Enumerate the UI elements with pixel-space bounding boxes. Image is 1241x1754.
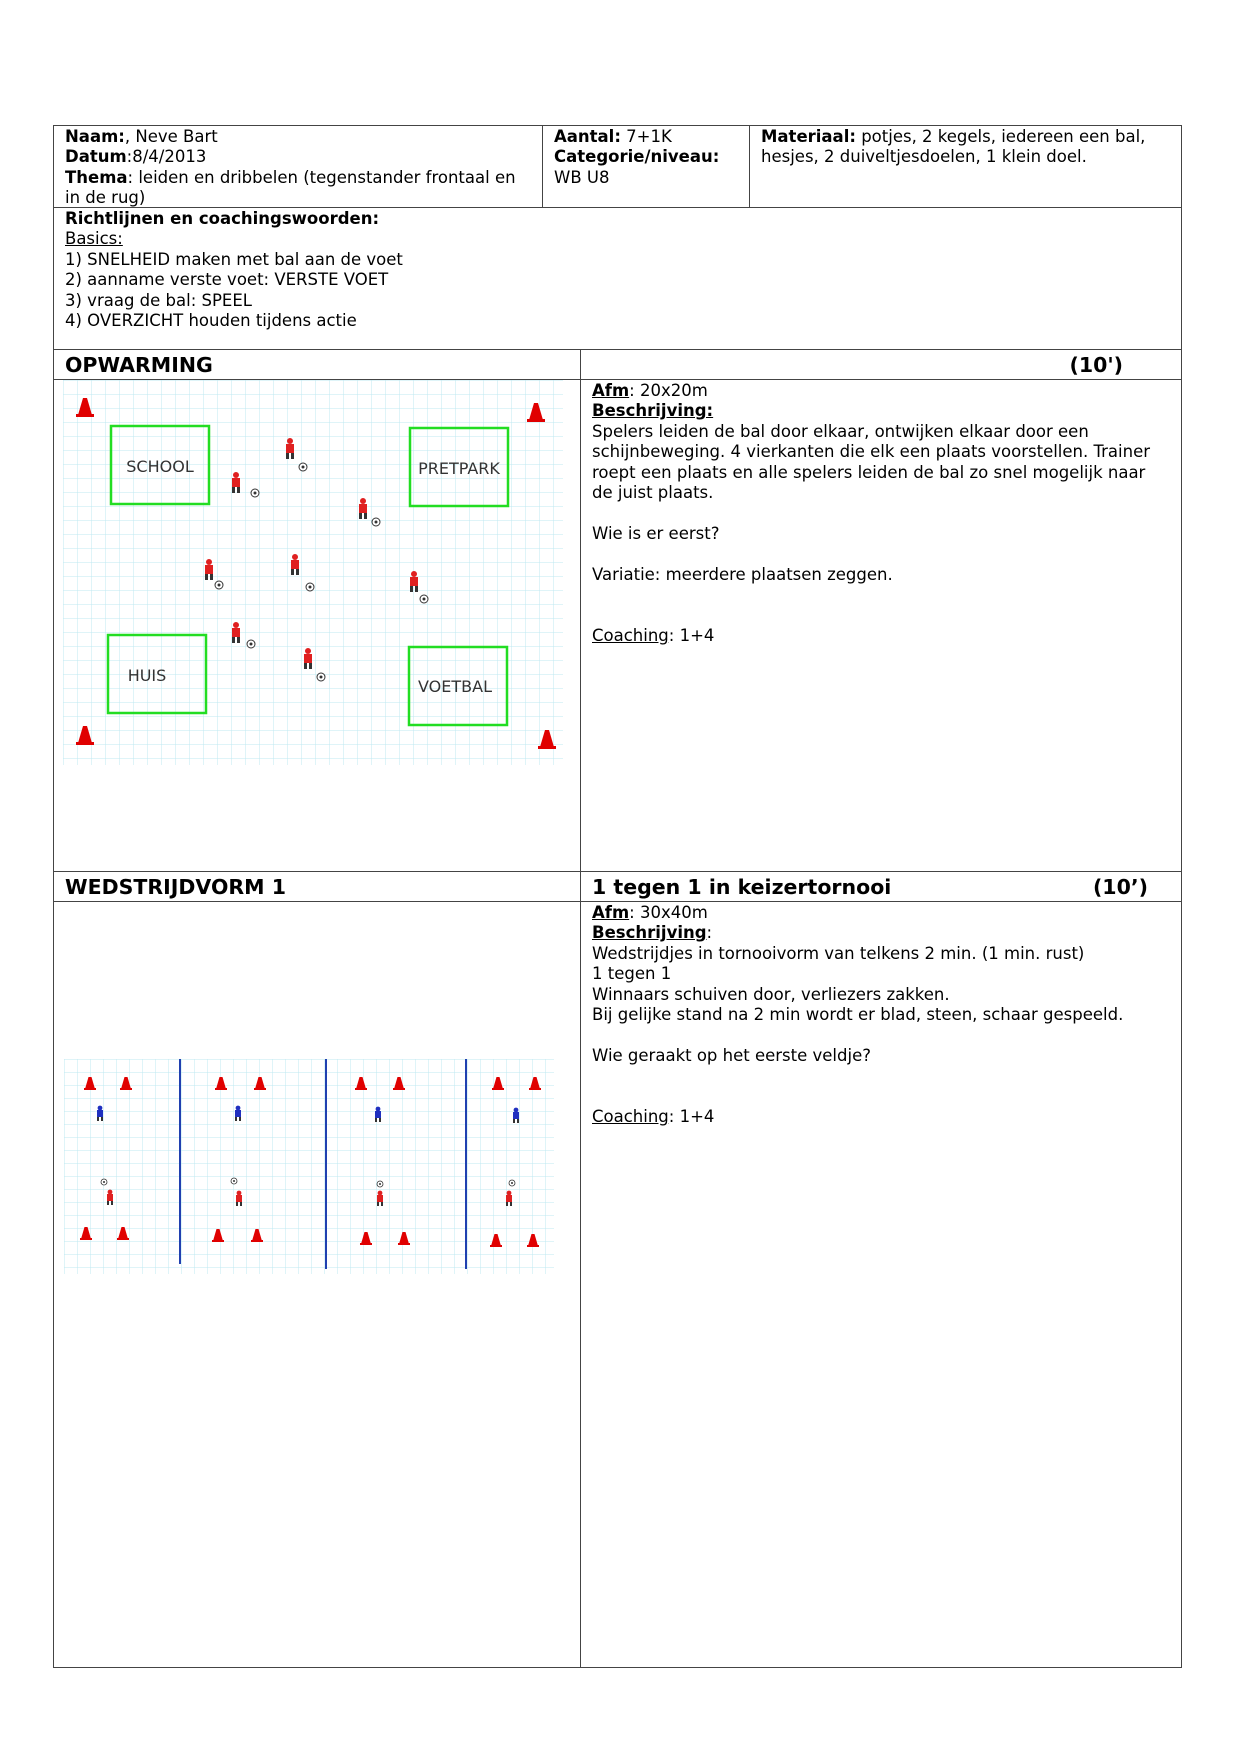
beschrijving-label: Beschrijving: — [592, 401, 714, 421]
guidelines-row — [53, 207, 1182, 350]
guideline-item: 1) SNELHEID maken met bal aan de voet — [65, 249, 403, 269]
warmup-question: Wie is er eerst? — [592, 523, 720, 543]
materiaal-value: potjes, 2 kegels, iedereen een bal, — [855, 127, 1146, 146]
match-title-row — [53, 871, 1182, 902]
thema-value: : leiden en dribbelen (tegenstander frontaal en — [127, 167, 516, 187]
thema-label: Thema — [65, 167, 128, 187]
afm-label: Afm — [592, 903, 630, 922]
basics-label: Basics: — [65, 229, 123, 249]
categorie-label: Categorie/niveau: — [554, 147, 720, 167]
description-line: Wedstrijdjes in tornooivorm van telkens 2 min. (1 min. rust) — [592, 943, 1085, 963]
zone-huis-label: HUIS — [127, 666, 167, 685]
header-aantal-cell — [543, 126, 750, 207]
ball-icon — [377, 1181, 383, 1187]
ball-icon — [231, 1178, 237, 1184]
ball-icon — [317, 673, 325, 681]
description-line: roept een plaats en alle spelers leiden de bal zo snel mogelijk naar — [592, 462, 1146, 482]
thema-value-continued: in de rug) — [65, 188, 146, 208]
ball-icon — [509, 1180, 515, 1186]
beschrijving-colon: : — [706, 923, 713, 943]
description-line: 1 tegen 1 — [592, 964, 672, 984]
coaching-label: Coaching — [592, 625, 669, 645]
warmup-diagram-cell — [54, 380, 581, 901]
warmup-variation: Variatie: meerdere plaatsen zeggen. — [592, 564, 893, 584]
warmup-text-cell — [581, 380, 1181, 901]
warmup-content-row — [53, 379, 1182, 902]
match-duration: (10’) — [1092, 875, 1148, 899]
coaching-value: : 1+4 — [668, 1107, 715, 1127]
naam-label: Naam: — [65, 127, 125, 146]
zone-pretpark-label: PRETPARK — [418, 459, 500, 478]
warmup-title-row — [53, 349, 1182, 380]
naam-value: , Neve Bart — [124, 127, 218, 146]
aantal-label: Aantal: — [554, 127, 621, 146]
afm-label: Afm — [592, 381, 630, 400]
match-diagram-cell — [54, 902, 581, 1667]
ball-icon — [247, 640, 255, 648]
guidelines-title: Richtlijnen en coachingswoorden: — [65, 209, 380, 228]
datum-value: :8/4/2013 — [126, 147, 207, 167]
afm-value: : 30x40m — [629, 903, 708, 922]
guideline-item: 3) vraag de bal: SPEEL — [65, 290, 252, 310]
warmup-title: OPWARMING — [65, 353, 213, 377]
column-divider — [580, 350, 581, 379]
aantal-value: 7+1K — [620, 127, 672, 146]
description-line: Spelers leiden de bal door elkaar, ontwijken elkaar door een — [592, 421, 1089, 441]
match-question: Wie geraakt op het eerste veldje? — [592, 1045, 871, 1065]
ball-icon — [306, 583, 314, 591]
match-field-diagram — [64, 1059, 554, 1274]
ball-icon — [215, 581, 223, 589]
header-materiaal-cell — [750, 126, 1181, 207]
match-title: WEDSTRIJDVORM 1 — [65, 875, 286, 899]
warmup-field-diagram — [63, 380, 563, 765]
guideline-item: 2) aanname verste voet: VERSTE VOET — [65, 270, 389, 290]
column-divider — [580, 872, 581, 901]
description-line: de juist plaats. — [592, 483, 714, 503]
beschrijving-label: Beschrijving — [592, 923, 707, 943]
match-content-row — [53, 901, 1182, 1668]
ball-icon — [251, 489, 259, 497]
description-line: schijnbeweging. 4 vierkanten die elk een plaats voorstellen. Trainer — [592, 442, 1151, 462]
zone-school-label: SCHOOL — [126, 457, 194, 476]
description-line: Winnaars schuiven door, verliezers zakken. — [592, 984, 950, 1004]
datum-label: Datum — [65, 147, 127, 167]
coaching-label: Coaching — [592, 1107, 669, 1127]
header-info-cell — [54, 126, 543, 207]
ball-icon — [420, 595, 428, 603]
ball-icon — [372, 518, 380, 526]
match-subtitle: 1 tegen 1 in keizertornooi — [592, 875, 892, 899]
guideline-item: 4) OVERZICHT houden tijdens actie — [65, 311, 357, 331]
categorie-value: WB U8 — [554, 167, 610, 187]
warmup-duration: (10') — [1069, 353, 1123, 377]
description-line: Bij gelijke stand na 2 min wordt er blad, steen, schaar gespeeld. — [592, 1005, 1124, 1025]
materiaal-value-continued: hesjes, 2 duiveltjesdoelen, 1 klein doel. — [761, 147, 1087, 167]
ball-icon — [299, 463, 307, 471]
header-row — [53, 125, 1182, 208]
coaching-value: : 1+4 — [668, 625, 715, 645]
match-text-cell — [581, 902, 1181, 1667]
materiaal-label: Materiaal: — [761, 127, 856, 146]
ball-icon — [101, 1179, 107, 1185]
afm-value: : 20x20m — [629, 381, 708, 400]
zone-voetbal-label: VOETBAL — [418, 677, 492, 696]
